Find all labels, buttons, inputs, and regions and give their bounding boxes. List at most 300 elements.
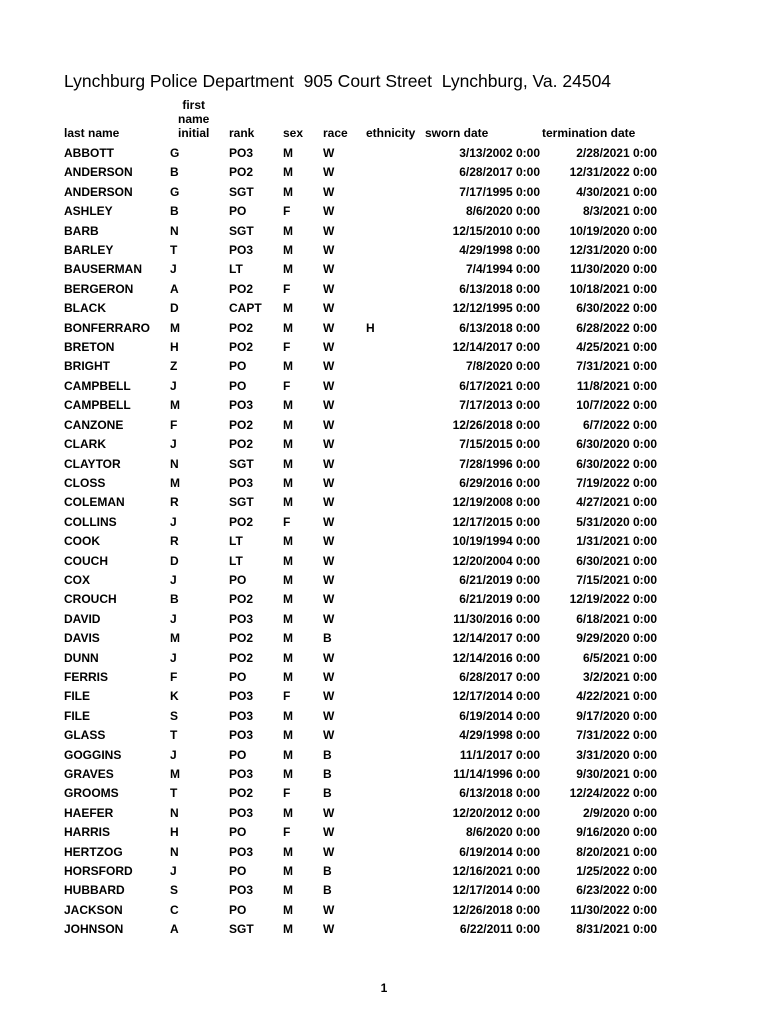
cell-initial: A (170, 922, 179, 937)
cell-termination-date: 10/19/2020 0:00 (569, 223, 657, 238)
cell-sex: M (283, 728, 293, 743)
cell-race: W (323, 669, 335, 684)
cell-initial: M (170, 320, 180, 335)
table-row (0, 280, 768, 299)
cell-sex: M (283, 146, 293, 160)
cell-last-name: GRAVES (64, 767, 114, 781)
cell-rank: PO (229, 747, 247, 762)
table-row (0, 455, 768, 474)
cell-initial: T (170, 243, 178, 258)
cell-sworn-date: 7/8/2020 0:00 (465, 359, 540, 374)
header-rank: rank (229, 126, 255, 140)
cell-rank: PO (229, 378, 247, 393)
cell-termination-date: 2/28/2021 0:00 (576, 146, 657, 160)
cell-sworn-date: 12/20/2004 0:00 (452, 553, 540, 568)
cell-sworn-date: 11/30/2016 0:00 (453, 611, 540, 626)
cell-rank: SGT (229, 922, 254, 937)
cell-termination-date: 6/30/2020 0:00 (576, 437, 657, 452)
cell-last-name: ANDERSON (64, 165, 133, 180)
cell-sworn-date: 6/13/2018 0:00 (459, 786, 540, 801)
cell-last-name: BARB (64, 223, 99, 238)
cell-initial: D (170, 301, 179, 316)
cell-last-name: ABBOTT (64, 146, 114, 160)
cell-sex: F (283, 514, 291, 529)
cell-last-name: COLLINS (64, 514, 117, 529)
cell-sex: M (283, 592, 293, 607)
cell-ethnicity: H (366, 320, 375, 335)
table-row (0, 649, 768, 668)
table-row (0, 474, 768, 493)
table-row (0, 552, 768, 571)
cell-rank: PO3 (229, 728, 254, 743)
cell-initial: B (170, 592, 179, 607)
header-race: race (323, 126, 348, 140)
cell-termination-date: 9/30/2021 0:00 (576, 767, 657, 781)
cell-race: W (323, 495, 335, 510)
cell-sex: M (283, 553, 293, 568)
cell-last-name: COX (64, 572, 91, 587)
cell-last-name: JACKSON (64, 902, 123, 917)
cell-rank: LT (229, 262, 243, 277)
cell-sex: F (283, 378, 291, 393)
table-row (0, 183, 768, 202)
table-row (0, 571, 768, 590)
cell-initial: T (170, 728, 178, 743)
cell-sworn-date: 12/17/2015 0:00 (452, 514, 540, 529)
cell-rank: PO3 (229, 243, 254, 258)
table-row (0, 396, 768, 415)
cell-initial: R (170, 534, 179, 549)
cell-termination-date: 4/22/2021 0:00 (576, 689, 657, 704)
cell-sworn-date: 6/22/2011 0:00 (459, 922, 540, 937)
cell-rank: PO (229, 825, 247, 840)
table-row (0, 493, 768, 512)
cell-initial: B (170, 204, 179, 219)
cell-race: B (323, 883, 332, 898)
cell-last-name: COOK (64, 534, 100, 549)
cell-last-name: ANDERSON (64, 184, 133, 199)
cell-sworn-date: 7/17/2013 0:00 (459, 398, 540, 413)
cell-termination-date: 12/19/2022 0:00 (569, 592, 657, 607)
table-row (0, 357, 768, 376)
cell-termination-date: 8/31/2021 0:00 (576, 922, 657, 937)
cell-termination-date: 4/25/2021 0:00 (576, 340, 657, 355)
cell-rank: PO (229, 669, 247, 684)
cell-rank: PO (229, 572, 247, 587)
cell-rank: CAPT (229, 301, 262, 316)
cell-rank: PO2 (229, 320, 254, 335)
cell-termination-date: 9/29/2020 0:00 (576, 631, 657, 646)
cell-race: W (323, 728, 335, 743)
cell-termination-date: 11/30/2020 0:00 (570, 262, 657, 277)
cell-rank: PO3 (229, 708, 254, 723)
cell-sex: M (283, 650, 293, 665)
cell-initial: J (170, 864, 177, 879)
cell-race: W (323, 359, 335, 374)
cell-sworn-date: 6/21/2019 0:00 (459, 572, 540, 587)
cell-termination-date: 10/18/2021 0:00 (569, 281, 657, 296)
cell-last-name: HARRIS (64, 825, 111, 840)
cell-initial: J (170, 611, 177, 626)
cell-initial: K (170, 689, 179, 704)
table-row (0, 299, 768, 318)
table-row (0, 163, 768, 182)
cell-sworn-date: 7/4/1994 0:00 (465, 262, 540, 277)
cell-last-name: GROOMS (64, 786, 119, 801)
cell-race: B (323, 747, 332, 762)
table-row (0, 435, 768, 454)
cell-race: W (323, 320, 335, 335)
cell-last-name: BONFERRARO (64, 320, 150, 335)
cell-race: B (323, 786, 332, 801)
cell-termination-date: 6/30/2022 0:00 (576, 456, 657, 471)
cell-termination-date: 7/15/2021 0:00 (576, 572, 657, 587)
cell-initial: S (170, 708, 179, 723)
cell-initial: H (170, 825, 179, 840)
cell-termination-date: 7/19/2022 0:00 (576, 475, 657, 490)
cell-sex: M (283, 359, 293, 374)
cell-last-name: CANZONE (64, 417, 124, 432)
cell-sex: M (283, 611, 293, 626)
cell-initial: J (170, 437, 177, 452)
cell-termination-date: 2/9/2020 0:00 (582, 805, 657, 820)
header-last-name: last name (64, 126, 120, 140)
cell-termination-date: 1/31/2021 0:00 (576, 534, 657, 549)
table-row (0, 881, 768, 900)
cell-sworn-date: 12/17/2014 0:00 (452, 883, 540, 898)
cell-sex: F (283, 281, 291, 296)
cell-initial: N (170, 805, 179, 820)
cell-termination-date: 9/17/2020 0:00 (576, 708, 657, 723)
cell-race: W (323, 708, 335, 723)
cell-last-name: COLEMAN (64, 495, 125, 510)
cell-sex: M (283, 883, 293, 898)
cell-rank: PO3 (229, 611, 254, 626)
table-row (0, 920, 768, 939)
cell-sworn-date: 11/14/1996 0:00 (453, 767, 540, 781)
cell-last-name: GOGGINS (64, 747, 122, 762)
cell-sex: M (283, 475, 293, 490)
cell-race: W (323, 437, 335, 452)
table-row (0, 765, 768, 784)
cell-last-name: COUCH (64, 553, 108, 568)
cell-termination-date: 6/7/2022 0:00 (582, 417, 657, 432)
cell-termination-date: 8/3/2021 0:00 (582, 204, 657, 219)
cell-rank: PO2 (229, 281, 254, 296)
cell-termination-date: 6/30/2022 0:00 (576, 301, 657, 316)
cell-initial: J (170, 514, 177, 529)
cell-initial: F (170, 669, 178, 684)
cell-race: W (323, 825, 335, 840)
cell-rank: PO3 (229, 475, 254, 490)
cell-last-name: BARLEY (64, 243, 114, 258)
cell-sworn-date: 6/21/2019 0:00 (459, 592, 540, 607)
cell-termination-date: 5/31/2020 0:00 (576, 514, 657, 529)
cell-sworn-date: 12/17/2014 0:00 (452, 689, 540, 704)
cell-rank: LT (229, 553, 243, 568)
cell-race: W (323, 902, 335, 917)
cell-sex: M (283, 262, 293, 277)
cell-rank: PO3 (229, 146, 254, 160)
cell-last-name: DAVID (64, 611, 101, 626)
cell-termination-date: 3/2/2021 0:00 (582, 669, 657, 684)
cell-termination-date: 8/20/2021 0:00 (576, 844, 657, 859)
table-row (0, 377, 768, 396)
cell-sex: F (283, 340, 291, 355)
cell-race: W (323, 611, 335, 626)
cell-rank: PO (229, 864, 247, 879)
cell-rank: PO2 (229, 631, 254, 646)
cell-sworn-date: 12/15/2010 0:00 (452, 223, 540, 238)
cell-termination-date: 3/31/2020 0:00 (576, 747, 657, 762)
cell-initial: G (170, 184, 180, 199)
cell-race: B (323, 767, 332, 781)
cell-initial: M (170, 398, 180, 413)
cell-rank: SGT (229, 456, 254, 471)
cell-termination-date: 6/5/2021 0:00 (582, 650, 657, 665)
cell-rank: PO (229, 902, 247, 917)
cell-race: B (323, 864, 332, 879)
cell-rank: PO3 (229, 844, 254, 859)
cell-sex: M (283, 320, 293, 335)
cell-race: W (323, 146, 335, 160)
header-termination-date: termination date (542, 126, 636, 140)
cell-race: W (323, 184, 335, 199)
cell-sworn-date: 12/16/2021 0:00 (452, 864, 540, 879)
table-row (0, 804, 768, 823)
cell-race: W (323, 417, 335, 432)
table-row (0, 784, 768, 803)
cell-last-name: CROUCH (64, 592, 117, 607)
header-sex: sex (283, 126, 304, 140)
cell-sex: M (283, 767, 293, 781)
cell-initial: N (170, 456, 179, 471)
cell-termination-date: 6/30/2021 0:00 (576, 553, 657, 568)
table-row (0, 241, 768, 260)
cell-initial: Z (170, 359, 178, 374)
table-row (0, 144, 768, 163)
cell-sworn-date: 7/28/1996 0:00 (459, 456, 540, 471)
cell-last-name: BERGERON (64, 281, 134, 296)
cell-race: W (323, 398, 335, 413)
cell-race: W (323, 572, 335, 587)
cell-rank: PO3 (229, 805, 254, 820)
cell-initial: F (170, 417, 178, 432)
cell-race: B (323, 631, 332, 646)
cell-last-name: DUNN (64, 650, 99, 665)
cell-initial: J (170, 378, 177, 393)
cell-last-name: HAEFER (64, 805, 114, 820)
cell-sex: M (283, 922, 293, 937)
cell-rank: SGT (229, 495, 254, 510)
cell-initial: J (170, 262, 177, 277)
table-row (0, 629, 768, 648)
cell-sex: M (283, 223, 293, 238)
cell-rank: PO3 (229, 883, 254, 898)
cell-sworn-date: 10/19/1994 0:00 (452, 534, 540, 549)
cell-rank: PO3 (229, 398, 254, 413)
cell-last-name: BRETON (64, 340, 115, 355)
cell-sworn-date: 12/12/1995 0:00 (452, 301, 540, 316)
cell-sex: M (283, 495, 293, 510)
cell-termination-date: 4/27/2021 0:00 (576, 495, 657, 510)
cell-rank: LT (229, 534, 243, 549)
cell-termination-date: 12/31/2020 0:00 (569, 243, 657, 258)
cell-race: W (323, 223, 335, 238)
table-row (0, 668, 768, 687)
cell-initial: A (170, 281, 179, 296)
cell-race: W (323, 650, 335, 665)
cell-initial: J (170, 572, 177, 587)
cell-last-name: FILE (64, 689, 90, 704)
cell-rank: PO2 (229, 592, 254, 607)
table-row (0, 687, 768, 706)
cell-initial: H (170, 340, 179, 355)
cell-race: W (323, 281, 335, 296)
cell-sex: M (283, 631, 293, 646)
cell-sex: F (283, 825, 291, 840)
cell-sex: M (283, 805, 293, 820)
page-title: Lynchburg Police Department 905 Court Street Lynchburg, Va. 24504 (64, 71, 612, 91)
cell-rank: PO2 (229, 417, 254, 432)
table-row (0, 610, 768, 629)
cell-initial: M (170, 631, 180, 646)
cell-race: W (323, 844, 335, 859)
cell-sworn-date: 6/28/2017 0:00 (459, 669, 540, 684)
cell-sex: M (283, 184, 293, 199)
cell-termination-date: 7/31/2022 0:00 (576, 728, 657, 743)
cell-sworn-date: 7/17/1995 0:00 (459, 184, 540, 199)
cell-rank: PO2 (229, 650, 254, 665)
cell-sworn-date: 11/1/2017 0:00 (459, 747, 540, 762)
cell-initial: T (170, 786, 178, 801)
cell-sworn-date: 6/19/2014 0:00 (459, 708, 540, 723)
cell-initial: S (170, 883, 179, 898)
cell-sworn-date: 6/17/2021 0:00 (459, 378, 540, 393)
page-number: 1 (380, 981, 388, 995)
cell-sworn-date: 6/13/2018 0:00 (459, 320, 540, 335)
cell-termination-date: 11/8/2021 0:00 (576, 378, 657, 393)
cell-termination-date: 11/30/2022 0:00 (570, 902, 657, 917)
cell-race: W (323, 534, 335, 549)
table-row (0, 222, 768, 241)
cell-race: W (323, 592, 335, 607)
cell-sworn-date: 6/13/2018 0:00 (459, 281, 540, 296)
table-row (0, 202, 768, 221)
cell-sworn-date: 12/14/2017 0:00 (452, 340, 540, 355)
table-row (0, 823, 768, 842)
cell-sex: M (283, 534, 293, 549)
cell-rank: PO2 (229, 786, 254, 801)
cell-race: W (323, 301, 335, 316)
cell-last-name: FILE (64, 708, 90, 723)
cell-last-name: CLAYTOR (64, 456, 121, 471)
table-row (0, 746, 768, 765)
cell-termination-date: 4/30/2021 0:00 (576, 184, 657, 199)
cell-last-name: BLACK (64, 301, 106, 316)
cell-initial: J (170, 650, 177, 665)
cell-sex: M (283, 398, 293, 413)
cell-last-name: HUBBARD (64, 883, 125, 898)
cell-race: W (323, 805, 335, 820)
cell-last-name: BRIGHT (64, 359, 110, 374)
cell-termination-date: 9/16/2020 0:00 (576, 825, 657, 840)
cell-last-name: JOHNSON (64, 922, 124, 937)
cell-race: W (323, 243, 335, 258)
cell-rank: PO (229, 359, 247, 374)
cell-initial: G (170, 146, 180, 160)
cell-last-name: HERTZOG (64, 844, 123, 859)
cell-sworn-date: 6/28/2017 0:00 (459, 165, 540, 180)
cell-last-name: CLOSS (64, 475, 106, 490)
cell-initial: M (170, 767, 180, 781)
header-first-name-initial: first name initial (178, 98, 210, 140)
cell-termination-date: 6/28/2022 0:00 (576, 320, 657, 335)
cell-initial: N (170, 844, 179, 859)
cell-sex: M (283, 747, 293, 762)
cell-sworn-date: 3/13/2002 0:00 (459, 146, 540, 160)
cell-initial: R (170, 495, 179, 510)
cell-rank: PO2 (229, 514, 254, 529)
cell-sex: M (283, 902, 293, 917)
cell-sworn-date: 12/26/2018 0:00 (452, 902, 540, 917)
cell-last-name: CLARK (64, 437, 106, 452)
cell-sworn-date: 8/6/2020 0:00 (465, 204, 540, 219)
table-row (0, 338, 768, 357)
cell-last-name: HORSFORD (64, 864, 133, 879)
cell-initial: B (170, 165, 179, 180)
table-row (0, 901, 768, 920)
cell-sex: F (283, 689, 291, 704)
cell-rank: SGT (229, 184, 254, 199)
cell-race: W (323, 262, 335, 277)
cell-rank: PO2 (229, 165, 254, 180)
cell-initial: D (170, 553, 179, 568)
cell-termination-date: 1/25/2022 0:00 (576, 864, 657, 879)
cell-sex: M (283, 708, 293, 723)
cell-sworn-date: 12/26/2018 0:00 (452, 417, 540, 432)
table-row (0, 707, 768, 726)
cell-race: W (323, 340, 335, 355)
cell-sworn-date: 6/29/2016 0:00 (459, 475, 540, 490)
cell-race: W (323, 689, 335, 704)
cell-sex: M (283, 844, 293, 859)
cell-sex: M (283, 437, 293, 452)
cell-sex: M (283, 417, 293, 432)
cell-last-name: DAVIS (64, 631, 100, 646)
table-row (0, 862, 768, 881)
cell-race: W (323, 456, 335, 471)
cell-race: W (323, 514, 335, 529)
cell-sworn-date: 12/20/2012 0:00 (452, 805, 540, 820)
cell-termination-date: 12/31/2022 0:00 (569, 165, 657, 180)
table-row (0, 513, 768, 532)
table-row (0, 260, 768, 279)
cell-race: W (323, 475, 335, 490)
cell-sex: M (283, 864, 293, 879)
cell-initial: J (170, 747, 177, 762)
cell-rank: PO3 (229, 689, 254, 704)
cell-initial: C (170, 902, 179, 917)
header-ethnicity: ethnicity (366, 126, 416, 140)
cell-last-name: ASHLEY (64, 204, 113, 219)
table-row (0, 532, 768, 551)
cell-sex: F (283, 204, 291, 219)
cell-rank: SGT (229, 223, 254, 238)
cell-last-name: BAUSERMAN (64, 262, 142, 277)
cell-rank: PO2 (229, 340, 254, 355)
cell-termination-date: 10/7/2022 0:00 (576, 398, 657, 413)
